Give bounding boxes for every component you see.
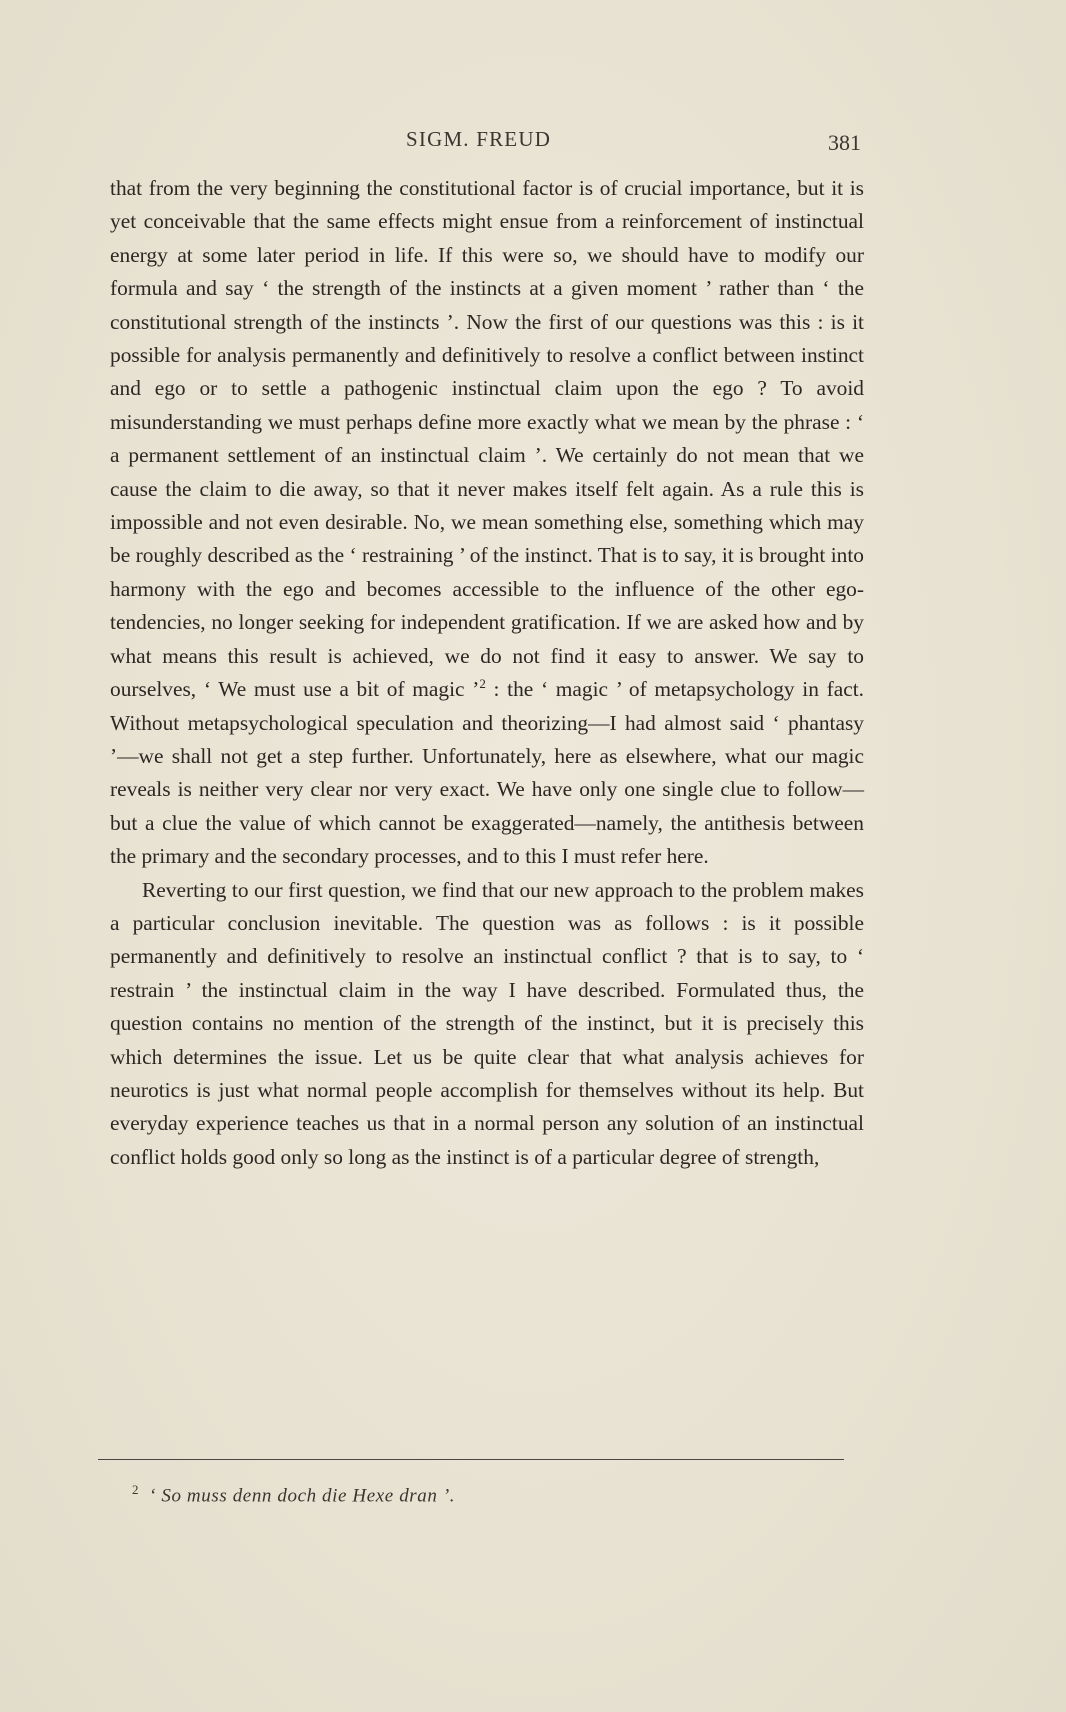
paragraph-1-text-part-1: that from the very beginning the constitutional factor is of crucial importance, but it is yet conceivable that the same effects might ensue from a reinforcement of instinctual energy at some later period in life. If this were so, we should have to modify our formula and say ‘ the strength of the instincts at a given moment ’ rather than ‘ the constitutional strength of the instincts ’. Now the first of our questions was this : is it possible for analysis permanently and definitively to resolve a conflict between instinct and ego or to settle a pathogenic instinctual claim upon the ego ? To avoid misunderstanding we must perhaps define more exactly what we mean by the phrase : ‘ a permanent settlement of an instinctual claim ’. We certainly do not mean that we cause the claim to die away, so that it never makes itself felt again. As a rule this is impossible and not even desirable. No, we mean something else, something which may be roughly described as the ‘ restraining ’ of the instinct. That is to say, it is brought into harmony with the ego and becomes accessible to the influence of the other ego-tendencies, no longer seeking for independent gratification. If we are asked how and by what means this result is achieved, we do not find it easy to answer. We say to ourselves, ‘ We must use a bit of magic ’ <box>110 176 864 702</box>
paragraph-1-text-part-2: : the ‘ magic ’ of metapsychology in fact. Without metapsychological speculation and theorizing—I had almost said ‘ phantasy ’—we shall not get a step further. Unfortunately, here as elsewhere, what our magic reveals is neither very clear nor very exact. We have only one single clue to follow—but a clue the value of which cannot be exaggerated—namely, the antithesis between the primary and the secondary processes, and to this I must refer here. <box>110 677 865 869</box>
running-head-title: SIGM. FREUD <box>406 127 552 151</box>
running-head <box>0 127 1066 157</box>
footnote-reference: 2 <box>479 675 486 691</box>
page-number: 381 <box>828 130 861 155</box>
footnote-text: ‘ So muss denn doch die Hexe dran ’. <box>149 1485 456 1507</box>
footnote <box>132 1482 455 1507</box>
footnote-divider <box>98 1459 844 1460</box>
paragraph-1 <box>110 172 864 874</box>
body-text <box>110 172 864 1174</box>
footnote-mark: 2 <box>132 1482 140 1497</box>
paragraph-2: Reverting to our first question, we find that our new approach to the problem makes a particular conclusion inevitable. The question was as follows : is it possible permanently and definitively to resolve an instinctual conflict ? that is to say, to ‘ restrain ’ the instinctual claim in the way I have described. Formulated thus, the question contains no mention of the strength of the instinct, but it is precisely this which determines the issue. Let us be quite clear that what analysis achieves for neurotics is just what normal people accomplish for themselves without its help. But everyday experience teaches us that in a normal person any solution of an instinctual conflict holds good only so long as the instinct is of a particular degree of strength, <box>110 877 864 1169</box>
